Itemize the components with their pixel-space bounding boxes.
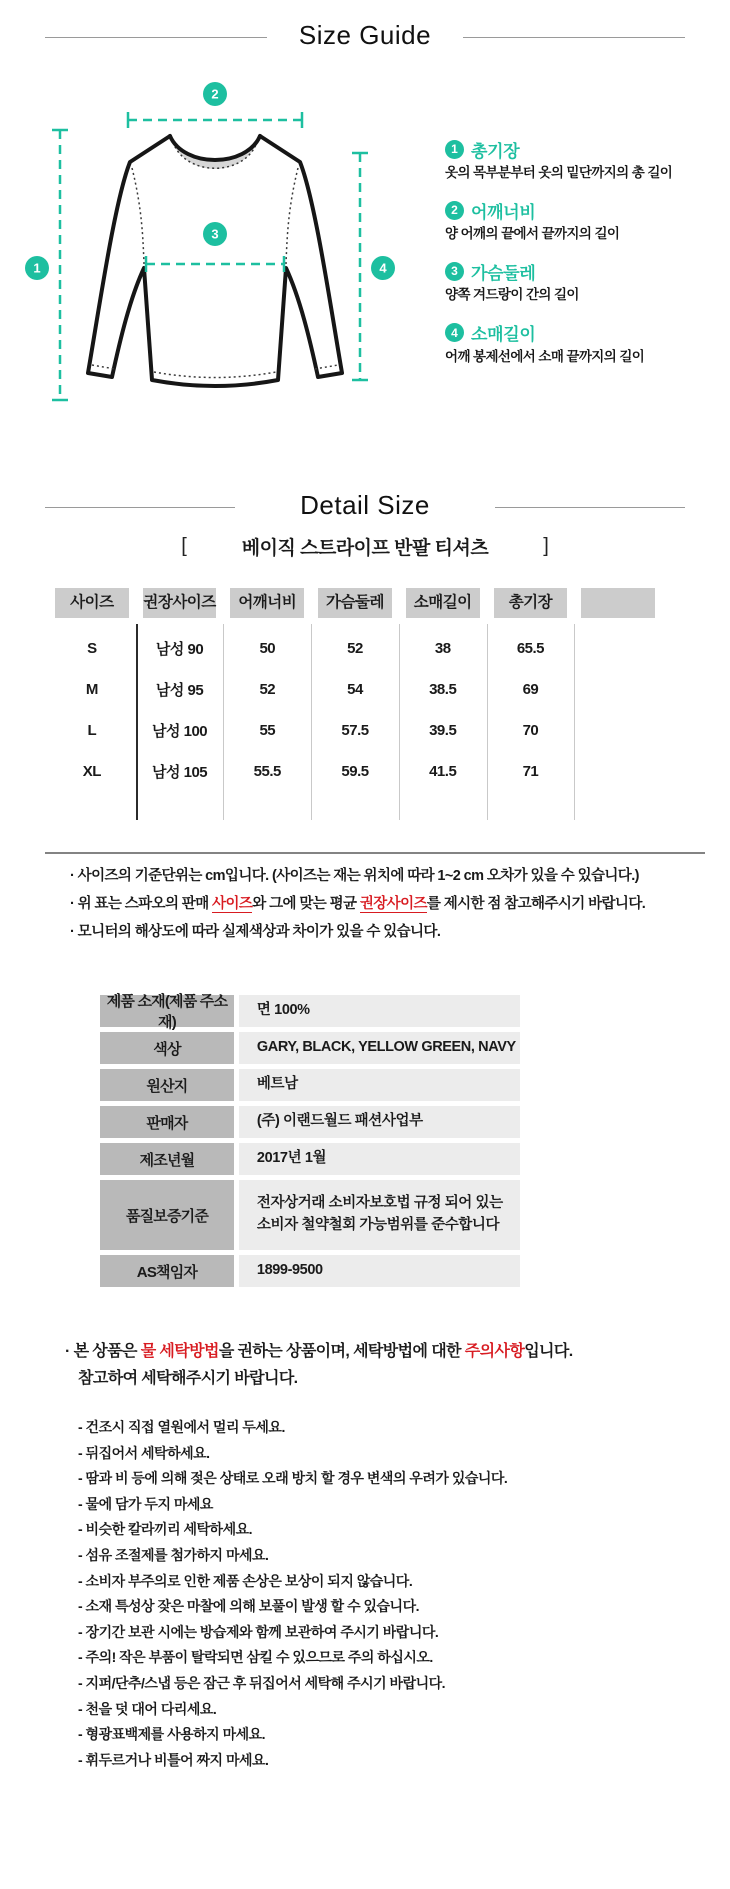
marker-1-line	[52, 130, 68, 400]
tshirt-outline	[88, 136, 342, 386]
info-row	[100, 1069, 520, 1101]
info-value-line: 베트남	[256, 1076, 298, 1093]
info-row	[100, 1032, 520, 1064]
info-row	[100, 1180, 520, 1250]
size-annotations	[445, 138, 730, 383]
detail-rule-right	[495, 507, 685, 508]
text-part: · 위 표는 스파오의 판매	[70, 896, 213, 912]
care-items-list	[78, 1415, 718, 1773]
size-table-cell: 69	[522, 681, 539, 698]
info-row	[100, 1143, 520, 1175]
column-divider	[136, 624, 138, 820]
annotation-desc: 옷의 목부분부터 옷의 밑단까지의 총 길이	[445, 165, 673, 180]
column-divider	[399, 624, 400, 820]
info-value	[239, 1069, 520, 1101]
annotation-head	[445, 199, 730, 221]
size-table	[55, 588, 655, 792]
annotation-label: 가슴둘레	[471, 263, 536, 283]
text-part: · 본 상품은	[65, 1343, 141, 1360]
annotation-item-1	[445, 138, 730, 182]
title-rule-right	[463, 37, 685, 38]
info-value	[239, 1180, 520, 1250]
diagram-badges	[25, 82, 395, 280]
care-item: - 물에 담가 두지 마세요	[78, 1495, 213, 1512]
info-label: 판매자	[100, 1106, 234, 1138]
size-table-cell: 52	[259, 681, 276, 698]
size-table-cell: 65.5	[516, 640, 545, 657]
size-guide-title: Size Guide	[298, 20, 432, 50]
highlighted-term: 물 세탁방법	[140, 1343, 219, 1360]
bracket-open: [	[181, 535, 187, 557]
annotation-label: 총기장	[471, 141, 520, 161]
size-table-cell: 남성 90	[155, 641, 204, 658]
size-table-cell: L	[87, 722, 97, 739]
size-table-cell: 38	[434, 640, 451, 657]
size-col-header: 소매길이	[406, 588, 480, 618]
highlighted-term: 권장사이즈	[359, 896, 427, 912]
product-info-table	[100, 995, 520, 1292]
annotation-item-3	[445, 260, 730, 304]
number-badge-icon: 1	[445, 140, 464, 159]
care-item: - 건조시 직접 열원에서 멀리 두세요.	[78, 1419, 285, 1435]
info-value	[239, 1255, 520, 1287]
care-item: - 뒤집어서 세탁하세요.	[78, 1444, 210, 1461]
column-divider	[574, 624, 575, 820]
marker-1-number: 1	[33, 260, 41, 276]
highlighted-term: 사이즈	[212, 896, 253, 912]
annotation-item-2	[445, 199, 730, 243]
marker-2-number: 2	[211, 86, 219, 102]
size-table-cell: 70	[522, 722, 539, 739]
annotation-label: 소매길이	[471, 325, 536, 345]
size-table-cell: XL	[82, 763, 101, 780]
annotation-desc: 양 어깨의 끝에서 끝까지의 길이	[445, 226, 620, 242]
info-value-line: 전자상거래 소비자보호법 규정 되어 있는	[256, 1195, 503, 1212]
size-col-header: 가슴둘레	[318, 588, 392, 618]
size-col-header	[581, 588, 655, 618]
annotation-head	[445, 260, 730, 282]
marker-3-number: 3	[211, 226, 219, 242]
care-item: - 형광표백제를 사용하지 마세요.	[78, 1726, 266, 1743]
care-item: - 소재 특성상 잦은 마찰에 의해 보풀이 발생 할 수 있습니다.	[78, 1598, 419, 1615]
size-table-row	[55, 628, 655, 669]
marker-3-line	[146, 256, 284, 272]
size-col-header: 어깨너비	[230, 588, 304, 618]
care-item: - 주의! 작은 부품이 탈락되면 삼킬 수 있으므로 주의 하십시오.	[78, 1649, 433, 1666]
info-value-line: GARY, BLACK, YELLOW GREEN, NAVY	[256, 1039, 516, 1056]
text-part: 를 제시한 점 참고해주시기 바랍니다.	[426, 896, 646, 912]
size-note	[70, 918, 720, 946]
care-item: - 천을 덧 대어 다리세요.	[78, 1700, 217, 1717]
size-table-cell: 54	[347, 681, 363, 698]
tshirt-measurement-diagram	[20, 78, 420, 413]
size-table-cell: M	[85, 681, 98, 698]
text-part: 을 권하는 상품이며, 세탁방법에 대한	[218, 1343, 465, 1360]
care-item: - 휘두르거나 비틀어 짜지 마세요.	[78, 1751, 269, 1768]
size-note	[70, 890, 720, 918]
size-table-cell: 남성 95	[155, 682, 204, 699]
size-table-cell: 38.5	[429, 681, 457, 698]
bracket-close: ]	[543, 535, 549, 557]
care-note-heading-line2: 참고하여 세탁해주시기 바랍니다.	[78, 1370, 298, 1387]
info-label: 색상	[100, 1032, 234, 1064]
size-table-cell: S	[87, 640, 97, 657]
info-row	[100, 993, 520, 1031]
body-and-sleeves	[88, 136, 342, 386]
info-value	[239, 1106, 520, 1138]
care-item: - 지퍼/단추/스냅 등은 잠근 후 뒤집어서 세탁해 주시기 바랍니다.	[78, 1674, 446, 1691]
info-value-line: 면 100%	[256, 1002, 310, 1019]
size-table-cell: 41.5	[429, 763, 457, 780]
size-table-cell: 71	[522, 763, 539, 780]
text-part: · 모니터의 해상도에 따라 실제색상과 차이가 있을 수 있습니다.	[70, 924, 441, 940]
section-divider	[45, 852, 705, 854]
size-table-cell	[581, 751, 655, 792]
info-value-line: 소비자 철약철회 가능범위를 준수합니다	[256, 1217, 500, 1233]
annotation-head	[445, 322, 730, 344]
size-col-header: 권장사이즈	[143, 588, 217, 618]
size-table-cell: 55.5	[253, 763, 281, 780]
detail-size-title: Detail Size	[300, 490, 430, 520]
info-value-line: 1899-9500	[256, 1262, 323, 1279]
product-name-row	[0, 533, 730, 560]
annotation-label: 어깨너비	[471, 202, 536, 222]
size-table-cell	[581, 669, 655, 710]
marker-4-line	[352, 153, 368, 380]
care-item: - 섬유 조절제를 첨가하지 마세요.	[78, 1546, 269, 1563]
number-badge-icon: 4	[445, 323, 464, 342]
size-table-body	[55, 628, 655, 792]
annotation-item-4	[445, 322, 730, 366]
info-row	[100, 1255, 520, 1287]
care-item: - 장기간 보관 시에는 방습제와 함께 보관하여 주시기 바랍니다.	[78, 1623, 439, 1640]
info-value	[239, 995, 520, 1027]
info-label: 품질보증기준	[100, 1180, 234, 1250]
info-label: 제품 소재(제품 주소재)	[100, 995, 234, 1027]
title-rule-left	[45, 37, 267, 38]
size-table-row	[55, 710, 655, 751]
number-badge-icon: 2	[445, 201, 464, 220]
marker-4-number: 4	[379, 260, 387, 276]
column-divider	[487, 624, 488, 820]
size-table-row	[55, 751, 655, 792]
size-table-header	[55, 588, 655, 618]
size-notes	[70, 862, 720, 946]
care-item: - 비슷한 칼라끼리 세탁하세요.	[78, 1521, 253, 1538]
size-col-header: 사이즈	[55, 588, 129, 618]
size-table-cell: 39.5	[429, 722, 457, 739]
annotation-desc: 양쪽 겨드랑이 간의 길이	[445, 287, 579, 303]
care-item: - 땀과 비 등에 의해 젖은 상태로 오래 방치 할 경우 변색의 우려가 있습니다.	[78, 1470, 508, 1487]
size-col-header: 총기장	[494, 588, 568, 618]
seam-dotted-lines	[92, 168, 338, 378]
size-table-cell: 남성 100	[151, 723, 208, 740]
column-divider	[311, 624, 312, 820]
annotation-head	[445, 138, 730, 160]
marker-2-line	[128, 112, 302, 128]
highlighted-term: 주의사항	[464, 1343, 525, 1360]
number-badge-icon: 3	[445, 262, 464, 281]
info-label: 제조년월	[100, 1143, 234, 1175]
detail-rule-left	[45, 507, 235, 508]
size-table-cell	[581, 628, 655, 669]
info-label: AS책임자	[100, 1255, 234, 1287]
info-value-line: (주) 이랜드월드 패션사업부	[256, 1113, 423, 1130]
size-table-cell: 50	[259, 640, 276, 657]
size-note	[70, 862, 720, 890]
info-value	[239, 1032, 520, 1064]
size-table-cell	[581, 710, 655, 751]
size-table-row	[55, 669, 655, 710]
info-value	[239, 1143, 520, 1175]
info-row	[100, 1106, 520, 1138]
text-part: 와 그에 맞는 평균	[252, 896, 360, 912]
care-note-heading-line1	[65, 1338, 573, 1365]
size-table-cell: 55	[259, 722, 276, 739]
info-label: 원산지	[100, 1069, 234, 1101]
annotation-desc: 어깨 봉제선에서 소매 끝까지의 길이	[445, 348, 645, 364]
column-divider	[223, 624, 224, 820]
size-table-cell: 남성 105	[151, 764, 208, 781]
size-table-cell: 52	[347, 640, 363, 657]
care-item: - 소비자 부주의로 인한 제품 손상은 보상이 되지 않습니다.	[78, 1572, 413, 1589]
size-table-cell: 59.5	[341, 763, 369, 780]
product-name: 베이직 스트라이프 반팔 티셔츠	[241, 538, 489, 559]
text-part: · 사이즈의 기준단위는 cm입니다. (사이즈는 재는 위치에 따라 1~2 cm 오차가 있을 수 있습니다.)	[70, 868, 639, 884]
size-table-cell: 57.5	[341, 722, 369, 739]
info-value-line: 2017년 1월	[256, 1150, 327, 1167]
text-part: 입니다.	[524, 1343, 573, 1360]
